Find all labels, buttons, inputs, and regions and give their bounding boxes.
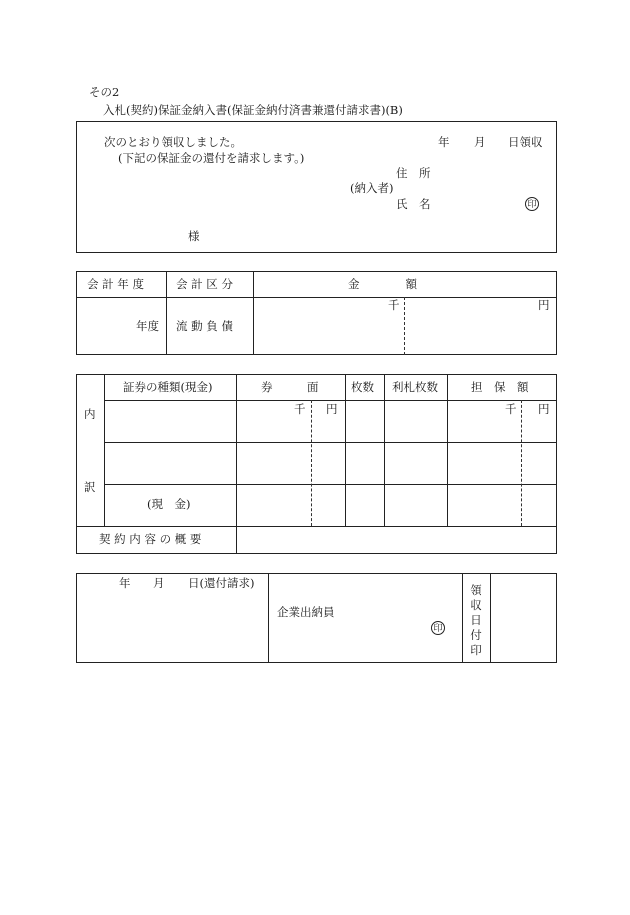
address-label: 住 所: [396, 166, 431, 180]
refund-date-year: 年: [119, 576, 131, 590]
receipt-statement: 次のとおり領収しました。: [104, 135, 242, 149]
stamp-char-3: 日: [470, 613, 482, 627]
collateral-unit-thousand: 千: [505, 402, 517, 416]
treasurer-label: 企業出納員: [277, 605, 335, 619]
payer-seal-mark: 印: [525, 197, 539, 211]
stamp-char-5: 印: [470, 643, 482, 657]
details-table: [76, 374, 557, 554]
contract-summary-label: 契 約 内 容 の 概 要: [99, 532, 202, 546]
stamp-char-1: 領: [470, 583, 482, 597]
collateral-amount-header: 担 保 額: [471, 380, 529, 394]
refund-date-month: 月: [153, 576, 165, 590]
refund-date-day: 日(還付請求): [188, 576, 255, 590]
collateral-unit-yen: 円: [538, 402, 550, 416]
face-unit-yen: 円: [326, 402, 338, 416]
payer-label: (納入者): [350, 181, 394, 195]
account-category-value: 流 動 負 債: [176, 319, 233, 333]
receipt-date-month: 月: [474, 135, 486, 149]
cash-row-label: (現 金): [147, 497, 191, 511]
addressee-honorific: 様: [188, 229, 200, 243]
name-label: 氏 名: [396, 197, 431, 211]
form-title: 入札(契約)保証金納入書(保証金納付済書兼還付請求書)(B): [103, 103, 403, 117]
refund-request-text: (下記の保証金の還付を請求します。): [118, 151, 305, 165]
unit-thousand: 千: [388, 298, 400, 312]
receipt-date-year: 年: [438, 135, 450, 149]
treasurer-seal-mark: 印: [431, 621, 445, 635]
unit-yen: 円: [538, 298, 550, 312]
count-header: 枚数: [351, 380, 374, 394]
face-value-header: 券 面: [261, 380, 319, 394]
details-side-label-bottom: 訳: [84, 480, 96, 494]
coupon-count-header: 利札枚数: [392, 380, 438, 394]
stamp-char-4: 付: [470, 628, 482, 642]
section-label: その2: [89, 85, 120, 99]
account-table: [76, 271, 557, 355]
security-type-header: 証券の種類(現金): [123, 380, 213, 394]
details-side-label-top: 内: [84, 407, 96, 421]
receipt-date-stamp-label: [469, 583, 483, 658]
amount-header: 金 額: [348, 277, 417, 291]
account-category-header: 会 計 区 分: [176, 277, 233, 291]
fiscal-year-suffix: 年度: [136, 319, 159, 333]
stamp-char-2: 収: [470, 598, 482, 612]
receipt-date-day: 日領収: [508, 135, 543, 149]
face-unit-thousand: 千: [294, 402, 306, 416]
fiscal-year-header: 会 計 年 度: [87, 277, 144, 291]
